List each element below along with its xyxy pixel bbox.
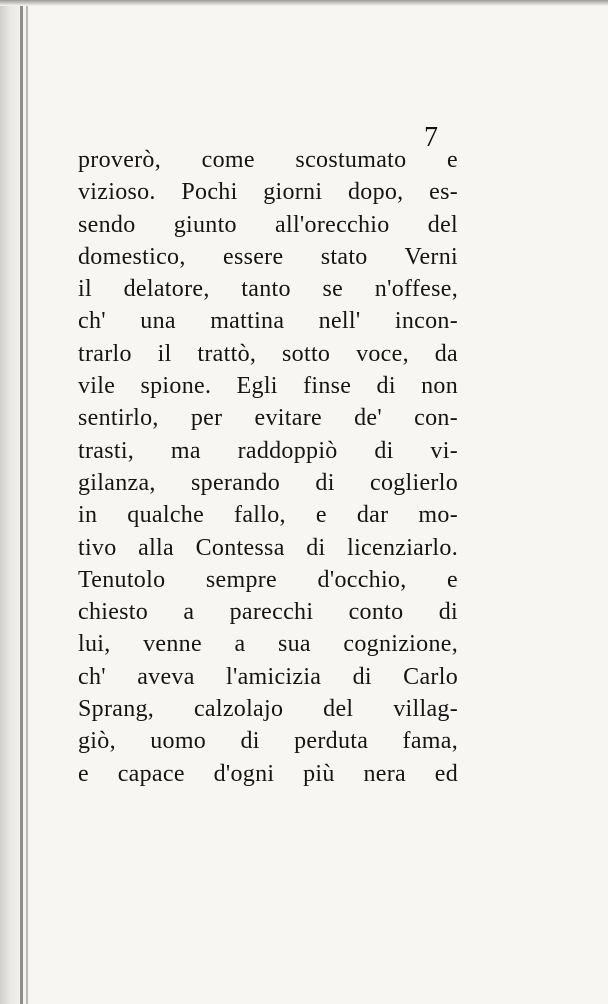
text-line: gilanza, sperando di coglierlo	[78, 469, 458, 496]
text-line: giò, uomo di perduta fama,	[78, 728, 458, 755]
binding-edge-line	[20, 0, 23, 1004]
text-line: in qualche fallo, e dar mo-	[78, 502, 458, 529]
text-line: Tenutolo sempre d'occhio, e	[78, 566, 458, 593]
text-line: il delatore, tanto se n'offese,	[78, 276, 458, 303]
text-line: vile spione. Egli finse di non	[78, 373, 458, 400]
binding-edge-line-inner	[26, 0, 28, 1004]
page-number: 7	[424, 122, 438, 153]
text-line: e capace d'ogni più nera ed	[78, 760, 458, 787]
body-text	[78, 142, 458, 788]
text-line: domestico, essere stato Verni	[78, 243, 458, 270]
text-line: sendo giunto all'orecchio del	[78, 211, 458, 238]
text-line: sentirlo, per evitare de' con-	[78, 405, 458, 432]
text-line: trarlo il trattò, sotto voce, da	[78, 340, 458, 367]
text-line: tivo alla Contessa di licenziarlo.	[78, 534, 458, 561]
text-line: vizioso. Pochi giorni dopo, es-	[78, 179, 458, 206]
text-line: trasti, ma raddoppiò di vi-	[78, 437, 458, 464]
text-line: lui, venne a sua cognizione,	[78, 631, 458, 658]
text-line: proverò, come scostumato e	[78, 147, 458, 173]
text-line: Sprang, calzolajo del villag-	[78, 696, 458, 723]
text-line: ch' una mattina nell' incon-	[78, 308, 458, 335]
text-line: ch' aveva l'amicizia di Carlo	[78, 663, 458, 690]
page-top-edge	[0, 0, 608, 6]
text-line: chiesto a parecchi conto di	[78, 599, 458, 626]
